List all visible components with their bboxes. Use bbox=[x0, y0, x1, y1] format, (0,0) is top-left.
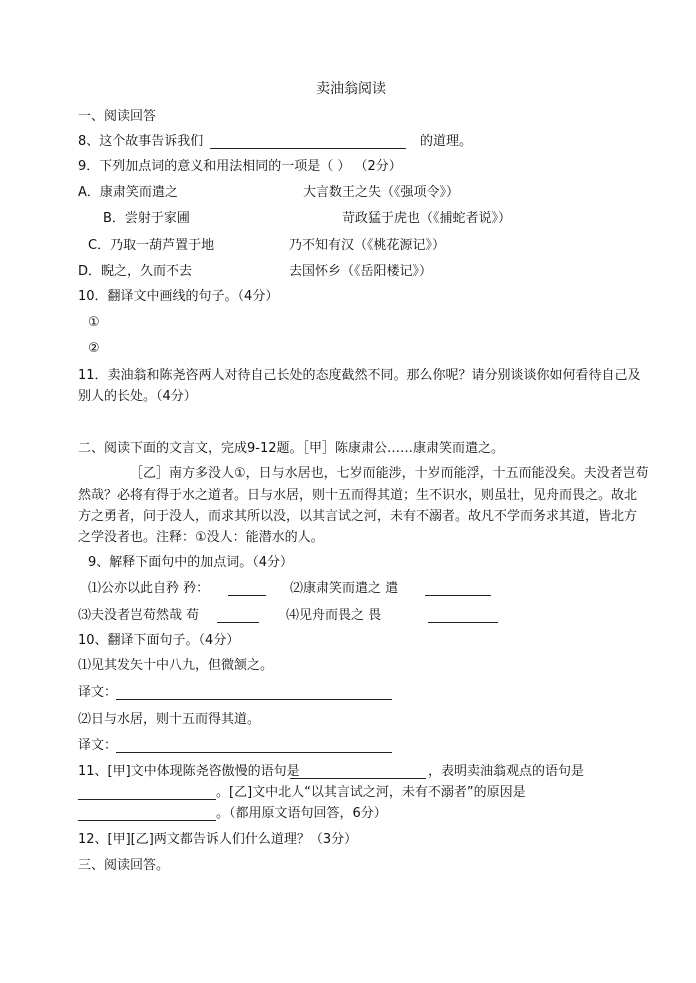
translation-2-label: 译文： bbox=[78, 738, 118, 753]
section-1-heading: 一、阅读回答 bbox=[78, 109, 157, 124]
word-3-blank[interactable] bbox=[217, 622, 259, 623]
section-3-heading: 三、阅读回答。 bbox=[78, 858, 170, 873]
translation-1-label: 译文： bbox=[78, 685, 118, 700]
word-1-prompt: ⑴公亦以此自矜 矜： bbox=[88, 581, 210, 596]
s2-question-10-text: 10、翻译下面句子。（4分） bbox=[78, 633, 240, 648]
option-c-right: 乃不知有汉（《桃花源记》） bbox=[289, 238, 446, 253]
s2-question-9-text: 9、解释下面句中的加点词。（4分） bbox=[88, 555, 294, 570]
question-9-text: 9．下列加点词的意义和用法相同的一项是（ ） （2分） bbox=[78, 159, 402, 174]
section-2-heading: 二、阅读下面的文言文，完成9-12题。［甲］陈康肃公……康肃笑而遣之。 bbox=[78, 441, 505, 456]
s2-question-11-blank-2[interactable] bbox=[78, 799, 216, 800]
sentence-1: ⑴见其发矢十中八九，但微颔之。 bbox=[78, 658, 274, 673]
option-c-left: C．乃取一葫芦置于地 bbox=[88, 238, 215, 253]
word-4-blank[interactable] bbox=[428, 622, 498, 623]
option-d-left: D．睨之，久而不去 bbox=[78, 264, 193, 279]
translation-1-blank[interactable] bbox=[116, 699, 392, 700]
word-2-prompt: ⑵康肃笑而遣之 遣 bbox=[290, 581, 399, 596]
word-3-prompt: ⑶夫没者岂苟然哉 苟 bbox=[78, 608, 200, 623]
passage-line-3: 方之勇者，问于没人，而求其所以没，以其言试之河，未有不溺者。故凡不学而务求其道，皆北方 bbox=[78, 509, 638, 524]
s2-question-11-part-d: 。（都用原文语句回答，6分） bbox=[216, 806, 387, 821]
answer-marker-1: ① bbox=[88, 315, 100, 330]
question-10-text: 10．翻译文中画线的句子。（4分） bbox=[78, 289, 279, 304]
passage-line-2: 然哉？必将有得于水之道者。日与水居，则十五而得其道；生不识水，则虽壮，见舟而畏之。故北 bbox=[78, 488, 638, 503]
option-a-left: A．康肃笑而遣之 bbox=[78, 185, 178, 200]
option-d-right: 去国怀乡（《岳阳楼记》） bbox=[289, 264, 433, 279]
page-title: 卖油翁阅读 bbox=[316, 81, 386, 97]
question-8-suffix: 的道理。 bbox=[420, 134, 473, 149]
option-a-right: 大言数王之失（《强项令》） bbox=[303, 185, 460, 200]
question-8-text: 8、这个故事告诉我们 bbox=[78, 134, 204, 149]
passage-line-1: ［乙］南方多没人①，日与水居也，七岁而能涉，十岁而能浮，十五而能没矣。夫没者岂苟 bbox=[130, 466, 649, 481]
option-b-right: 苛政猛于虎也（《捕蛇者说》） bbox=[342, 211, 512, 226]
question-11-line-1: 11．卖油翁和陈尧咨两人对待自己长处的态度截然不同。那么你呢？请分别谈谈你如何看待自己及 bbox=[78, 368, 641, 383]
word-2-blank[interactable] bbox=[425, 595, 491, 596]
passage-line-4: 之学没者也。注释：①没人：能潜水的人。 bbox=[78, 530, 324, 545]
s2-question-11-part-c: 。[乙]文中北人“以其言试之河，未有不溺者”的原因是 bbox=[216, 785, 526, 800]
s2-question-12-text: 12、[甲][乙]两文都告诉人们什么道理？（3分） bbox=[78, 832, 358, 847]
sentence-2: ⑵日与水居，则十五而得其道。 bbox=[78, 712, 261, 727]
word-1-blank[interactable] bbox=[228, 595, 266, 596]
word-4-prompt: ⑷见舟而畏之 畏 bbox=[286, 608, 382, 623]
s2-question-11-blank-1[interactable] bbox=[290, 778, 426, 779]
question-11-line-2: 别人的长处。（4分） bbox=[78, 389, 197, 404]
translation-2-blank[interactable] bbox=[116, 752, 392, 753]
s2-question-11-blank-3[interactable] bbox=[78, 820, 216, 821]
option-b-left: B．尝射于家圃 bbox=[103, 211, 190, 226]
s2-question-11-part-b: ，表明卖油翁观点的语句是 bbox=[428, 764, 585, 779]
s2-question-11-part-a: 11、[甲]文中体现陈尧咨傲慢的语句是 bbox=[78, 764, 300, 779]
answer-marker-2: ② bbox=[88, 341, 100, 356]
question-8-answer-blank[interactable] bbox=[210, 148, 406, 149]
